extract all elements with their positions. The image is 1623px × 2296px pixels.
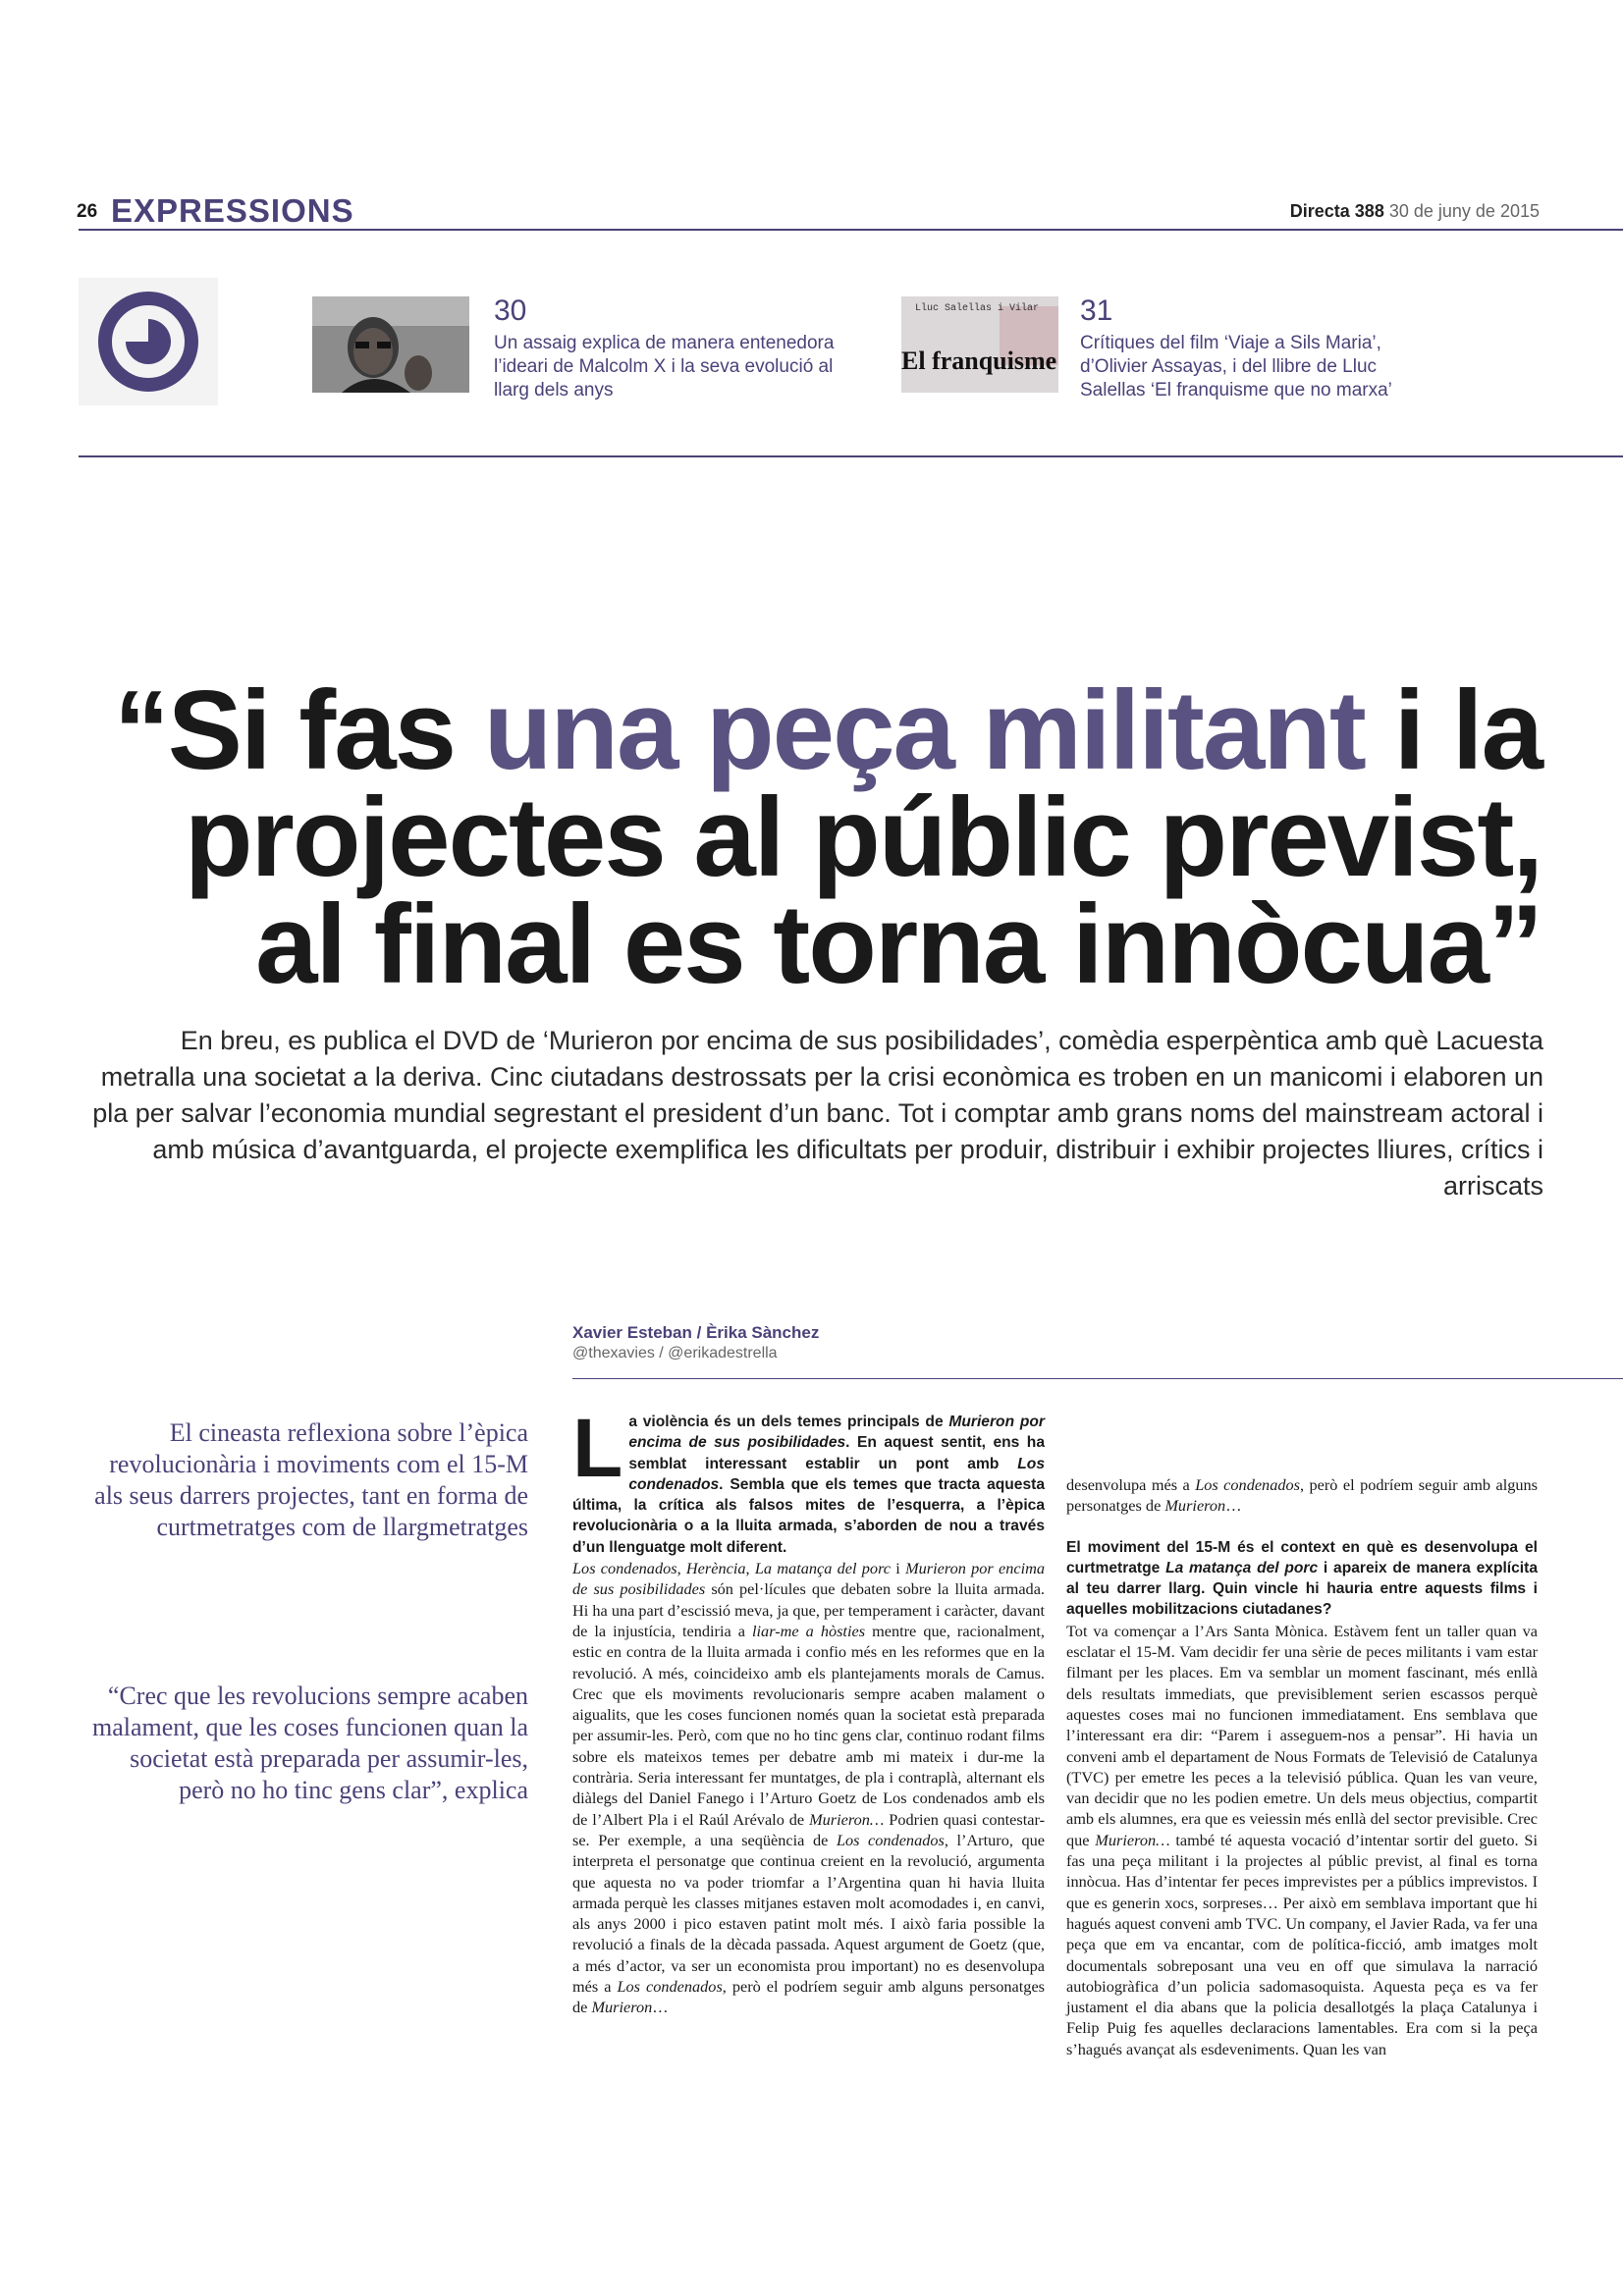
teaser-2-page: 31 (1080, 294, 1113, 327)
lede: En breu, es publica el DVD de ‘Murieron por encima de sus posibilidades’, comèdia esperpèntica amb què Lacuesta metralla una societat a la deriva. Cinc ciutadans destrossats per la crisi econòmica es troben en un manicomi i elaboren un pla per salvar l’economia mundial segrestant el president d’un banc. Tot i comptar amb grans noms del mainstream actoral i amb música d’avantguarda, el projecte exemplifica les dificultats per produir, distribuir i exhibir projectes lliures, crítics i arriscats (92, 1026, 1543, 1201)
book-cover-author: Lluc Salellas i Vilar (915, 303, 1040, 314)
header-rule (79, 229, 1623, 231)
answer-2: Tot va començar a l’Ars Santa Mònica. Estàvem fent un taller quan va esclatar el 15-M. Vam decidir fer una sèrie de peces militants i vam estar filmant per les places. Em va semblar un moment fascinant, més enllà dels resultats immediats, que previsiblement serien escassos perquè aquestes coses mai no funcionen immediatament. Ens semblava que l’interessant era dir: “Parem i asseguem-nos a pensar”. Hi havia un conveni amb el departament de Nous Formats de Televisió de Catalunya (TVC) per emetre les peces a la televisió pública. Quan les van veure, van decidir que no les podien emetre. Un dels meus objectius, compartit amb els alumnes, era que es veiessin més enllà del sector previsible. Crec que Murieron… també té aquesta vocació d’intentar sortir del gueto. Si fas una peça militant i la projectes al públic previst, al final es torna innòcua. Has d’intentar fer peces imprevistes per a públics imprevistos. I que es generin xocs, sorpreses… Per això em semblava important que hi hagués aquest conveni amb TVC. Un company, el Javier Rada, va fer una peça que em va encantar, com de política-ficció, amb imatges molt documentals sobreposant una veu en off que simulava la narració autobiogràfica d’un policia sadomasoquista. Aquesta peça es va fer justament el dia abans que la policia desallotgés la plaça Catalunya i Felip Puig fes aquelles declaracions lamentables. Era com si la peça s’hagués avançat als esdeveniments. Quan les van (1066, 1621, 1538, 2058)
headline-highlight: una peça militant (483, 668, 1365, 793)
article-column-2-qa (1066, 1474, 1538, 2059)
teaser-rule (79, 455, 1623, 457)
teaser-2-text[interactable]: Crítiques del film ‘Viaje a Sils Maria’, d’Olivier Assayas, i del llibre de Lluc Salellas ‘El franquisme que no marxa’ (1080, 333, 1392, 400)
byline-handles[interactable]: @thexavies / @erikadestrella (572, 1345, 778, 1362)
headline-part-2: i la projectes al públic previst, al final es torna innòcua (184, 668, 1542, 1007)
byline-authors: Xavier Esteban / Èrika Sànchez (572, 1323, 820, 1342)
book-cover-title: El franquisme (901, 347, 1057, 375)
publication-info (1290, 201, 1540, 222)
byline-rule (572, 1378, 1623, 1379)
publication-name: Directa 388 (1289, 201, 1384, 221)
pull-quote-2: “Crec que les revolucions sempre acaben malament, que les coses funcionen quan la societat està preparada per assumir-les, però no ho tinc gens clar”, explica (91, 1682, 528, 1804)
page-number: 26 (77, 201, 98, 222)
article-column-1 (572, 1402, 1046, 2018)
directa-logo (79, 278, 218, 405)
teaser-1-page: 30 (494, 294, 527, 327)
headline (88, 668, 1542, 1007)
headline-open-quote: “ (113, 668, 168, 793)
drop-cap: L (572, 1402, 623, 1494)
question-1: La violència és un dels temes principals de Murieron por encima de sus posibilidades. En aquest sentit, ens ha semblat interessant establir un pont amb Los condenados. Sembla que els temes que tracta aquesta última, la crítica als falsos mites de l’esquerra, a l’èpica revolucionària o a la lluita armada, s’aborden de nou a través d’un llenguatge molt diferent. (572, 1402, 1046, 1556)
answer-1-tail: desenvolupa més a Los condenados, però el podríem seguir amb alguns personatges de Murieron… (1066, 1475, 1539, 1516)
book-cover-image[interactable] (901, 296, 1058, 393)
teaser-1-text[interactable]: Un assaig explica de manera entenedora l’ideari de Malcolm X i la seva evolució al llarg dels anys (494, 333, 835, 400)
headline-close-quote: ” (1488, 882, 1542, 1007)
answer-1: Los condenados, Herència, La matança del porc i Murieron por encima de sus posibilidades són pel·lícules que debaten sobre la lluita armada. Hi ha una part d’escissió meva, ja que, per temperament i caràcter, davant de la injustícia, tendiria a liar-me a hòsties mentre que, racionalment, estic en contra de la lluita armada i confio més en les reformes que en la revolució. A més, coincideixo amb els plantejaments morals de Camus. Crec que els moviments revolucionaris sempre acaben malament o aigualits, que les coses funcionen només quan la societat està preparada per assumir-les. Però, com que no ho tinc gens clar, continuo rodant films sobre els mateixos temes per debatre amb mi mateix i dur-me la contrària. Seria interessant fer muntatges, de pla i contraplà, alternant els diàlegs del Daniel Fanego i l’Arturo Goetz de Los condenados amb els de l’Albert Pla i el Raúl Arévalo de Murieron… Podrien quasi contestar-se. Per exemple, a una seqüència de Los condenados, l’Arturo, que interpreta el personatge que continua creient en la revolució, argumenta que aquesta no va poder triomfar a l’Argentina quan hi havia lluita armada perquè les classes mitjanes estaven molt acomodades i, en canvi, als anys 2000 i pico estaven patint molt més. I això faria possible la revolució a finals de la dècada passada. Aquest argument de Goetz (que, a més d’actor, va ser un economista prou important) no es desenvolupa més a Los condenados, però el podríem seguir amb alguns personatges de Murieron… (572, 1559, 1046, 2017)
section-title: EXPRESSIONS (111, 192, 354, 229)
question-2: El moviment del 15-M és el context en què es desenvolupa el curtmetratge La matança del porc i apareix de manera explícita al teu darrer llarg. Quin vincle hi hauria entre aquests films i aquelles mobilitzacions ciutadanes? (1066, 1538, 1538, 1619)
headline-part-1: Si fas (167, 668, 484, 793)
pull-quote-1: El cineasta reflexiona sobre l’èpica revolucionària i moviments com el 15-M als seus darrers projectes, tant en forma de curtmetratges com de llargmetratges (94, 1418, 528, 1541)
malcolm-x-photo[interactable] (312, 296, 469, 393)
publication-date: 30 de juny de 2015 (1388, 201, 1540, 221)
